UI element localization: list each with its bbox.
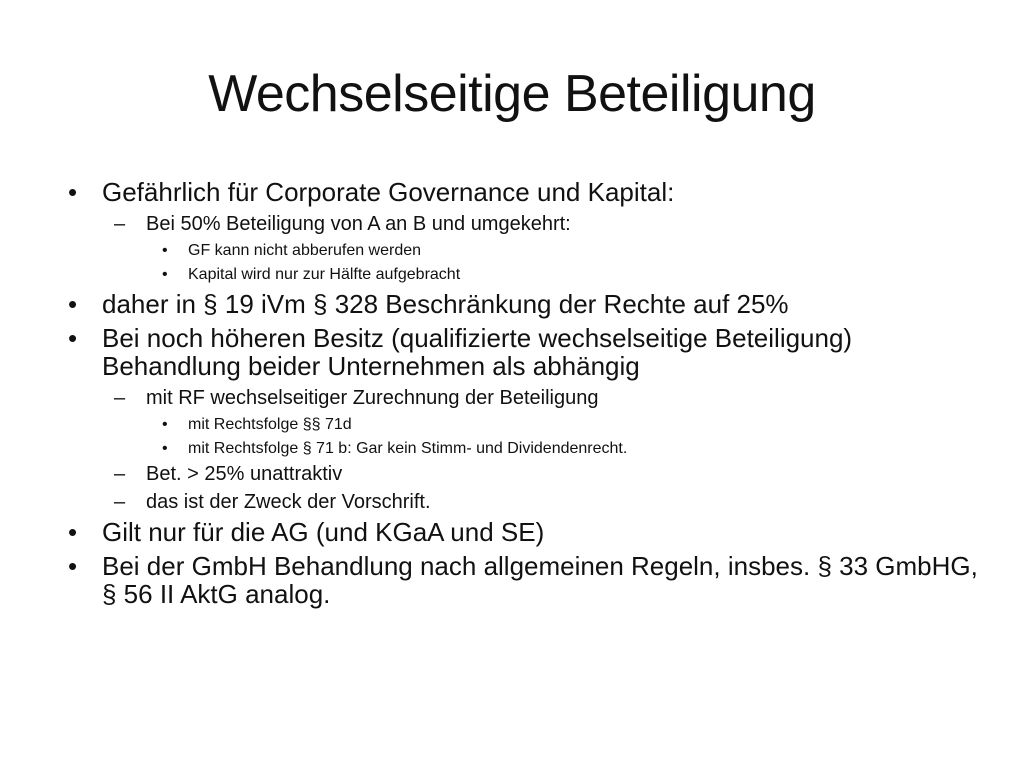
bullet-text: Bei der GmbH Behandlung nach allgemeinen Regeln, insbes. § 33 GmbHG, § 56 II AktG analog. [102,551,978,609]
bullet-marker-icon: • [68,177,78,207]
sub-sub-bullet-item [60,264,980,286]
bullet-list [60,178,980,614]
dash-marker-icon: – [114,491,126,513]
bullet-item [60,324,980,380]
bullet-marker-icon: • [162,440,168,457]
sub-sub-bullet-text: mit Rechtsfolge §§ 71d [188,416,352,433]
bullet-marker-icon: • [68,289,78,319]
dash-marker-icon: – [114,387,126,409]
sub-bullet-item [60,462,980,486]
bullet-item [60,178,980,206]
dash-marker-icon: – [114,463,126,485]
bullet-marker-icon: • [68,323,78,353]
sub-sub-bullet-item [60,438,980,460]
sub-bullet-text: Bei 50% Beteiligung von A an B und umgekehrt: [146,213,571,235]
bullet-marker-icon: • [162,416,168,433]
sub-sub-bullet-text: Kapital wird nur zur Hälfte aufgebracht [188,266,461,283]
bullet-item [60,552,980,608]
bullet-item [60,518,980,546]
bullet-marker-icon: • [68,551,78,581]
sub-bullet-item [60,386,980,410]
sub-bullet-item [60,490,980,514]
bullet-text: daher in § 19 iVm § 328 Beschränkung der Rechte auf 25% [102,289,789,319]
bullet-marker-icon: • [68,517,78,547]
sub-bullet-text: Bet. > 25% unattraktiv [146,463,343,485]
bullet-text: Gefährlich für Corporate Governance und Kapital: [102,177,675,207]
dash-marker-icon: – [114,213,126,235]
slide-title: Wechselseitige Beteiligung [208,65,816,123]
sub-bullet-text: das ist der Zweck der Vorschrift. [146,491,431,513]
sub-sub-bullet-item [60,240,980,262]
bullet-marker-icon: • [162,266,168,283]
sub-sub-bullet-text: GF kann nicht abberufen werden [188,242,422,259]
bullet-text: Bei noch höheren Besitz (qualifizierte wechselseitige Beteiligung) Behandlung beider Unternehmen als abhängig [102,323,853,381]
sub-bullet-text: mit RF wechselseitiger Zurechnung der Beteiligung [146,387,599,409]
bullet-text: Gilt nur für die AG (und KGaA und SE) [102,517,545,547]
sub-bullet-item [60,212,980,236]
sub-sub-bullet-item [60,414,980,436]
bullet-marker-icon: • [162,242,168,259]
sub-sub-bullet-text: mit Rechtsfolge § 71 b: Gar kein Stimm- und Dividendenrecht. [188,440,628,457]
bullet-item [60,290,980,318]
